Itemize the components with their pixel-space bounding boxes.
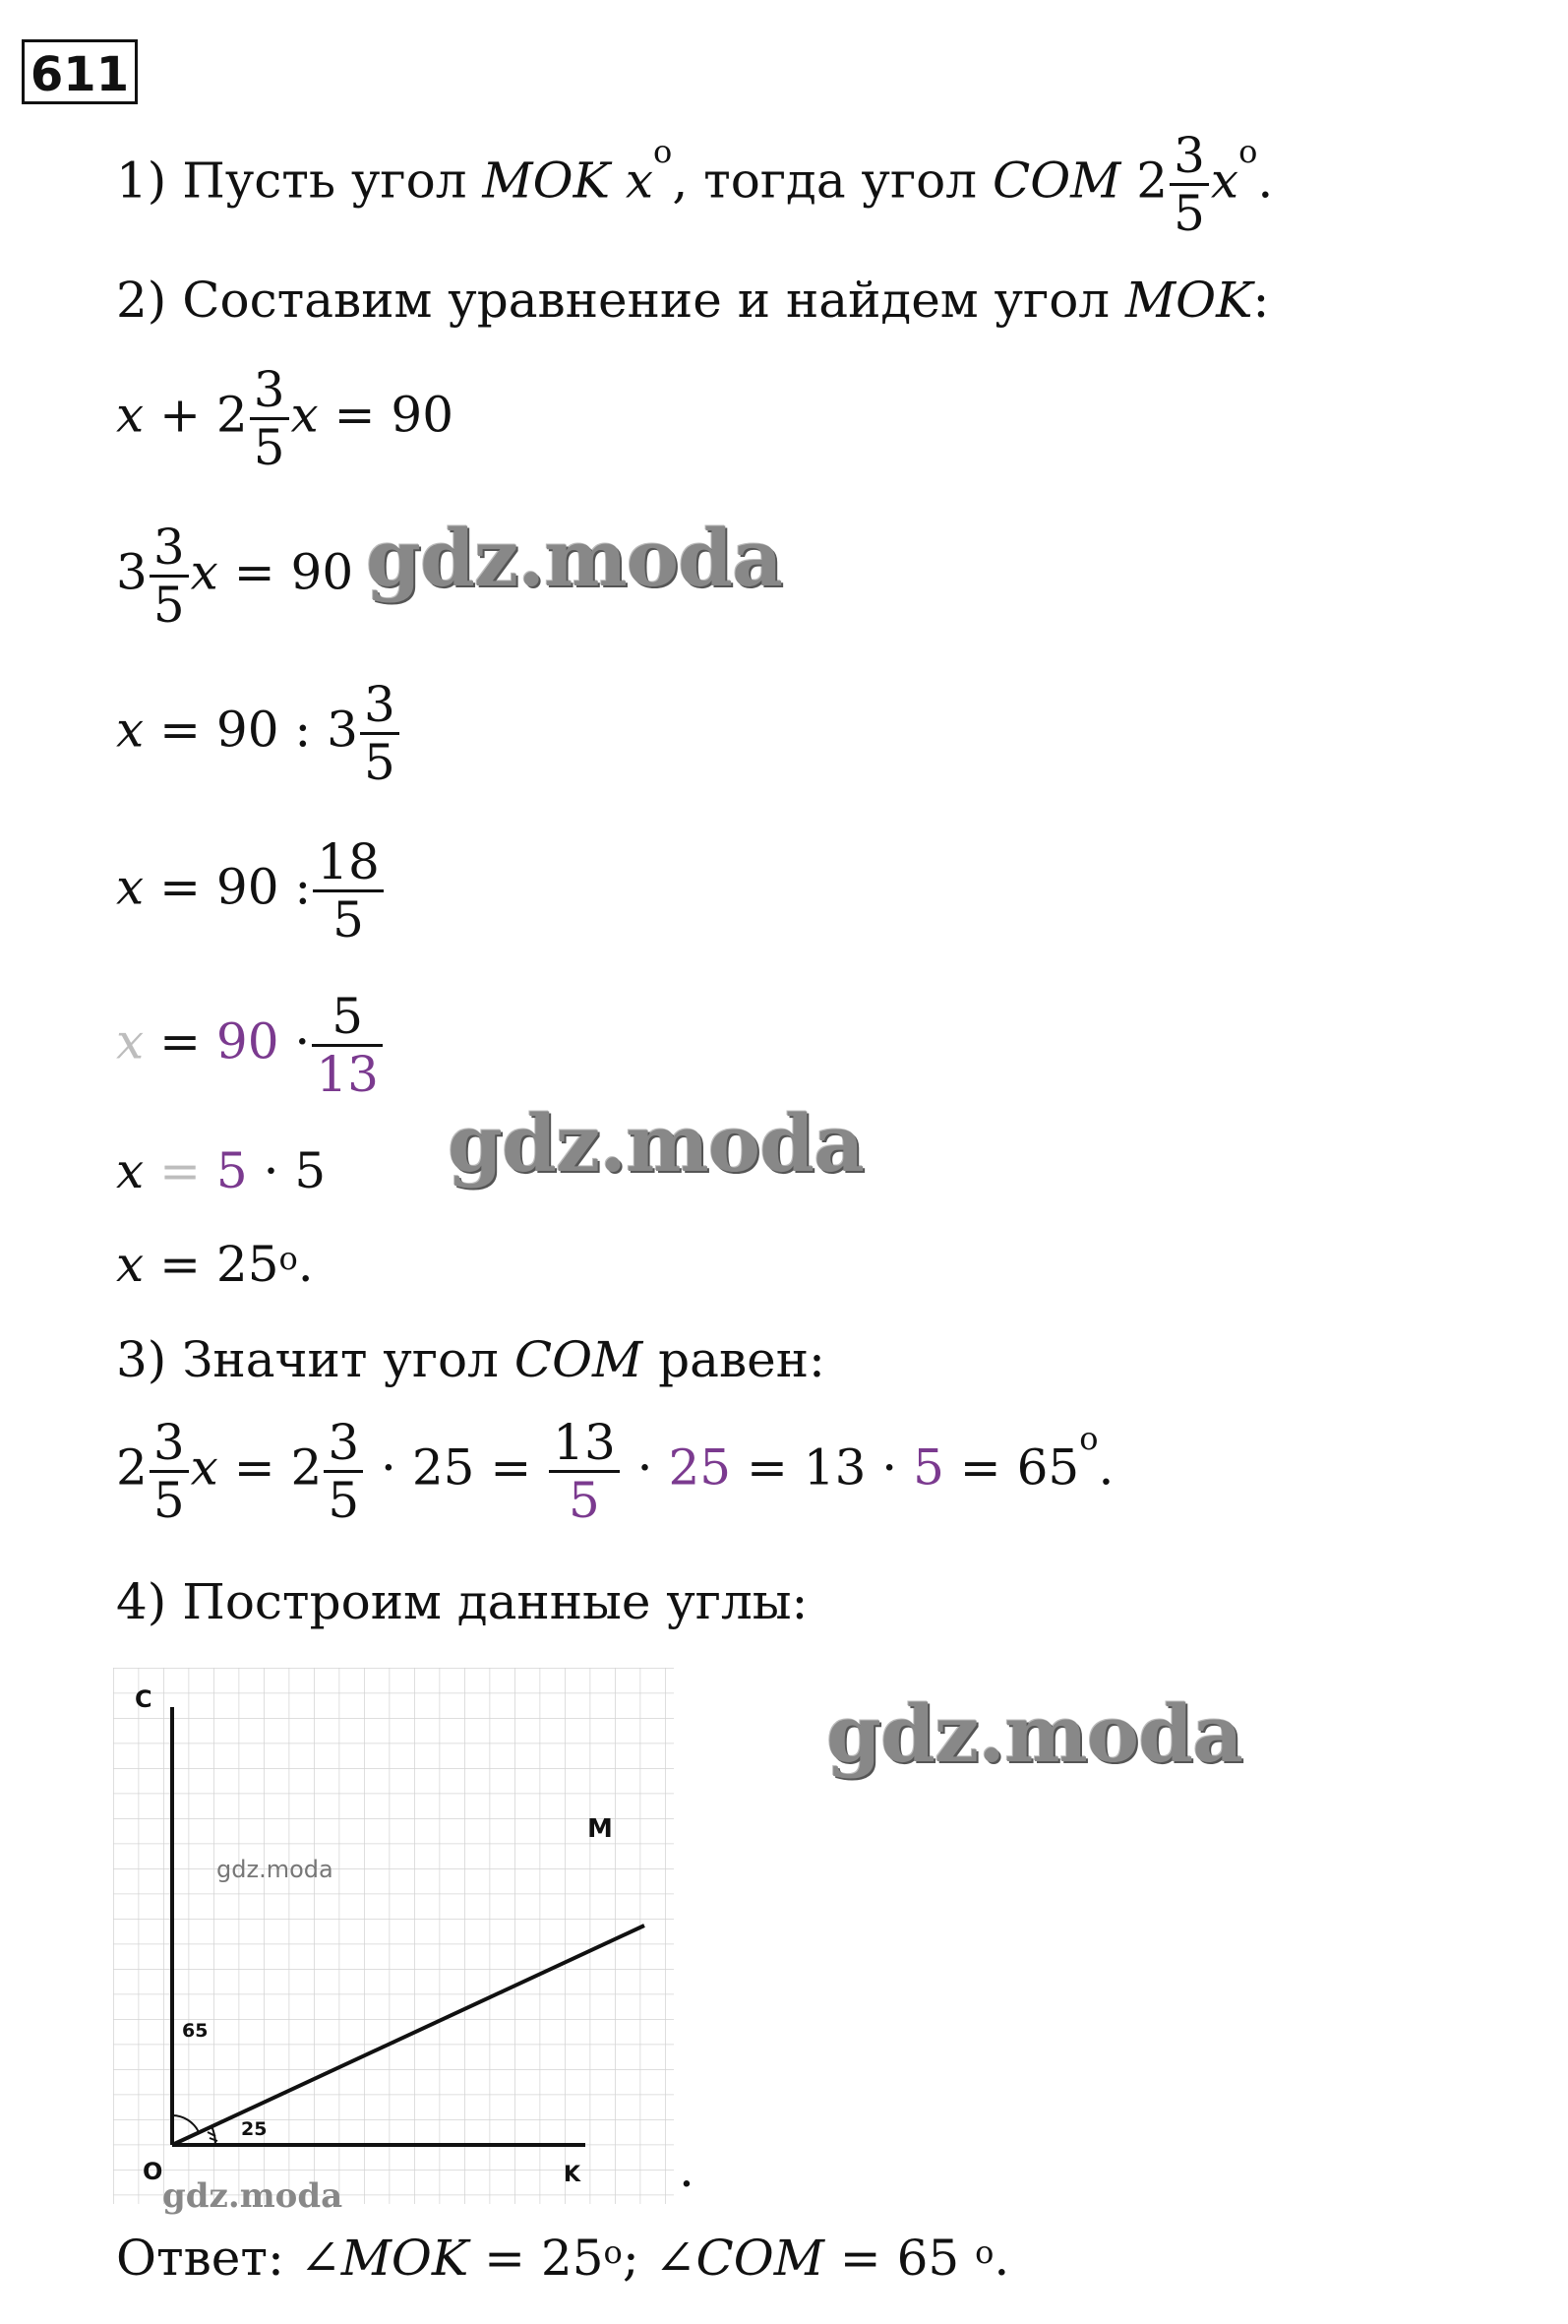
step-2-mok: MOK [1124,272,1253,329]
watermark-3: gdz.moda [826,1687,1242,1780]
eq7-x: x [116,1236,145,1293]
step-1-x: x [625,152,654,210]
eq7-degree: o [278,1240,298,1277]
grid-background [113,1668,674,2204]
eq1-rhs: = 90 [318,386,454,444]
eq8-fraction-3 [549,1415,620,1528]
step-1-line [116,128,1273,241]
eq8-numerator-3: 13 [549,1415,620,1473]
eq2-rhs: = 90 [217,543,354,601]
equation-4 [116,834,386,948]
diagram-watermark: gdz.moda [216,1856,333,1883]
eq5-fraction [312,989,383,1102]
label-m: M [587,1814,613,1844]
eq1-x2: x [290,386,319,444]
step-1-fraction [1170,128,1209,241]
equation-1 [116,362,453,475]
step-1-com: COM [992,152,1121,210]
step-2-end: : [1252,272,1270,329]
eq7-end: . [297,1236,314,1293]
step-1-whole: 2 [1136,152,1169,210]
step-1-numerator: 3 [1170,128,1209,186]
problem-number: 611 [22,39,138,104]
answer-com: COM [695,2230,824,2287]
eq5-dot: · [278,1012,311,1070]
step-1-middle: , тогда угол [672,152,993,210]
equation-3 [116,677,401,790]
step-1-end: . [1257,152,1274,210]
eq8-purple-5: 5 [913,1438,944,1497]
eq5-eq: = [144,1012,216,1070]
eq6-x: x [116,1142,145,1199]
eq1-plus: + 2 [144,386,248,444]
eq8-numerator-1: 3 [150,1415,189,1473]
step-2-line [116,271,1269,330]
eq8-dot: · [621,1438,669,1497]
answer-line [116,2229,1009,2288]
eq5-x: x [116,1012,145,1070]
step-3-prefix: 3) Значит угол [116,1331,514,1388]
step-1-degree-2: o [1238,133,1258,170]
eq2-whole: 3 [116,543,148,601]
label-k: K [564,2163,581,2187]
eq1-denominator: 5 [253,419,285,476]
answer-mid-1: = 25 [468,2230,604,2287]
eq4-x: x [116,858,145,916]
eq8-numerator-2: 3 [324,1415,363,1473]
eq8-mid-2: · 25 = [365,1438,548,1497]
eq8-x: x [190,1438,218,1497]
equation-7 [116,1235,314,1294]
step-1-degree: o [653,133,673,170]
step-2-prefix: 2) Составим уравнение и найдем угол [116,272,1125,329]
answer-mid-2: = 65 [823,2230,976,2287]
eq8-denominator-1: 5 [152,1472,185,1529]
eq2-fraction [150,520,189,633]
step-1-denominator: 5 [1174,185,1205,242]
label-o: O [143,2158,163,2185]
step-3-suffix: равен: [642,1331,825,1388]
eq5-numerator: 5 [312,989,383,1047]
eq8-fraction-2 [324,1415,363,1528]
eq1-fraction [250,362,289,475]
eq8-mid-3: = 13 · [731,1438,914,1497]
step-1-mok: MOK [482,152,610,210]
answer-degree-1: o [603,2233,623,2271]
equation-5 [116,989,385,1102]
step-4-line: 4) Построим данные углы: [116,1573,809,1630]
answer-degree-2: o [975,2233,995,2271]
eq8-end: . [1098,1438,1115,1497]
step-3-com: COM [513,1331,643,1388]
step-1-prefix: 1) Пусть угол [116,152,483,210]
label-c: C [135,1685,152,1713]
watermark-4: gdz.moda [162,2176,343,2216]
equation-8 [116,1415,1114,1528]
eq3-fraction [360,677,399,790]
eq6-eq: = [144,1142,216,1199]
step-1-x2: x [1210,152,1239,210]
answer-separator: ; ∠ [622,2230,696,2287]
eq8-denominator-2: 5 [328,1472,360,1529]
eq8-denominator-3: 5 [569,1472,600,1529]
eq7-rhs: = 25 [144,1236,279,1293]
eq5-denominator: 13 [316,1046,379,1103]
eq2-denominator: 5 [152,577,185,634]
answer-end: . [994,2230,1010,2287]
eq4-denominator: 5 [332,891,364,948]
eq4-rhs: = 90 : [144,858,312,916]
eq1-x: x [116,386,145,444]
eq4-fraction [313,834,384,948]
equation-6 [116,1141,326,1200]
eq8-purple-25: 25 [668,1438,732,1497]
watermark-2: gdz.moda [448,1097,864,1190]
eq6-rest: · 5 [247,1142,327,1199]
eq3-x: x [116,701,145,759]
step-3-line [116,1330,825,1389]
eq2-numerator: 3 [150,520,189,578]
eq3-rhs: = 90 : 3 [144,701,358,759]
eq4-numerator: 18 [313,834,384,892]
eq3-denominator: 5 [363,734,395,791]
answer-prefix: Ответ: ∠ [116,2230,341,2287]
eq5-ninety: 90 [215,1012,279,1070]
answer-mok: MOK [340,2230,469,2287]
eq1-numerator: 3 [250,362,289,420]
watermark-1: gdz.moda [366,512,782,604]
stray-dot: . [679,2141,694,2198]
eq8-degree: o [1079,1420,1099,1457]
eq8-rhs: = 65 [943,1438,1080,1497]
eq2-x: x [190,543,218,601]
eq8-mid-1: = 2 [217,1438,323,1497]
label-angle-mok: 25 [241,2118,268,2140]
angle-diagram [113,1668,674,2204]
label-angle-com: 65 [182,2020,209,2042]
eq6-five: 5 [215,1142,248,1199]
equation-2 [116,520,353,633]
eq3-numerator: 3 [360,677,399,735]
eq8-whole: 2 [116,1438,148,1497]
eq8-fraction-1 [150,1415,189,1528]
